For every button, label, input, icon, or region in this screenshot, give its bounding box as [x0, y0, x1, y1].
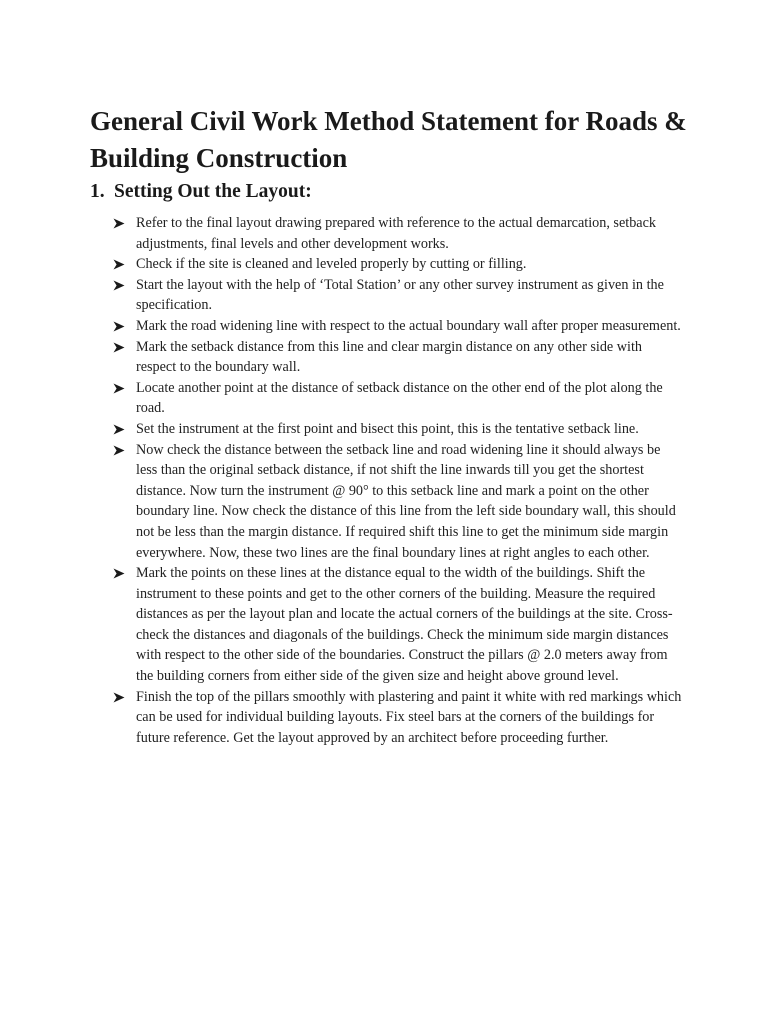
list-item-text: Mark the setback distance from this line and clear margin distance on any other side with respect to the boundary wall.: [136, 338, 642, 376]
arrowhead-bullet-icon: [113, 321, 125, 332]
list-item-text: Locate another point at the distance of setback distance on the other end of the plot along the road.: [136, 379, 663, 417]
arrowhead-bullet-icon: [113, 280, 125, 291]
arrowhead-bullet-icon: [113, 218, 125, 229]
section-heading: [90, 179, 312, 205]
list-item-text: Mark the road widening line with respect to the actual boundary wall after proper measurement.: [136, 317, 681, 334]
list-item: [113, 378, 683, 419]
list-item: [113, 337, 683, 378]
arrowhead-bullet-icon: [113, 692, 125, 703]
list-item: [113, 687, 683, 749]
arrowhead-bullet-icon: [113, 259, 125, 270]
list-item-text: Mark the points on these lines at the distance equal to the width of the buildings. Shift the instrument to these points and get to the other corners of the building. Measure the required distances as per the layout plan and locate the actual corners of the buildings at the site. Cross-check the distances and diagonals of the buildings. Check the minimum side margin distances with respect to the other side of the boundaries. Construct the pillars @ 2.0 meters away from the building corners from either side of the given size and height above ground level.: [136, 565, 673, 685]
list-item: [113, 213, 683, 254]
list-item-text: Finish the top of the pillars smoothly with plastering and paint it white with red markings which can be used for individual building layouts. Fix steel bars at the corners of the buildings for future reference. Get the layout approved by an architect before proceeding further.: [136, 688, 682, 746]
document-title: General Civil Work Method Statement for Roads & Building Construction: [90, 106, 687, 173]
arrowhead-bullet-icon: [113, 445, 125, 456]
list-item: [113, 563, 683, 687]
list-item: [113, 275, 683, 316]
section-number: 1.: [90, 181, 105, 202]
list-item: [113, 316, 683, 337]
arrowhead-bullet-icon: [113, 383, 125, 394]
bullet-list: [113, 213, 683, 748]
list-item-text: Now check the distance between the setback line and road widening line it should always be less than the original setback distance, if not shift the line inwards till you get the shortest distance. Now turn the instrument @ 90° to this setback line and mark a point on the other boundary line. Now check the distance of this line from the left side boundary wall, this should not be less than the margin distance. If required shift this line to get the minimum side margin everywhere. Now, these two lines are the final boundary lines at right angles to each other.: [136, 441, 676, 561]
list-item: [113, 419, 683, 440]
list-item: [113, 440, 683, 564]
list-item-text: Refer to the final layout drawing prepared with reference to the actual demarcation, setback adjustments, final levels and other development works.: [136, 215, 656, 252]
section-heading-text: Setting Out the Layout:: [114, 181, 312, 202]
arrowhead-bullet-icon: [113, 424, 125, 435]
arrowhead-bullet-icon: [113, 342, 125, 353]
list-item: [113, 254, 683, 275]
arrowhead-bullet-icon: [113, 568, 125, 579]
list-item-text: Set the instrument at the first point and bisect this point, this is the tentative setback line.: [136, 420, 639, 437]
list-item-text: Start the layout with the help of ‘Total Station’ or any other survey instrument as given in the specification.: [136, 276, 664, 314]
list-item-text: Check if the site is cleaned and leveled properly by cutting or filling.: [136, 256, 527, 273]
